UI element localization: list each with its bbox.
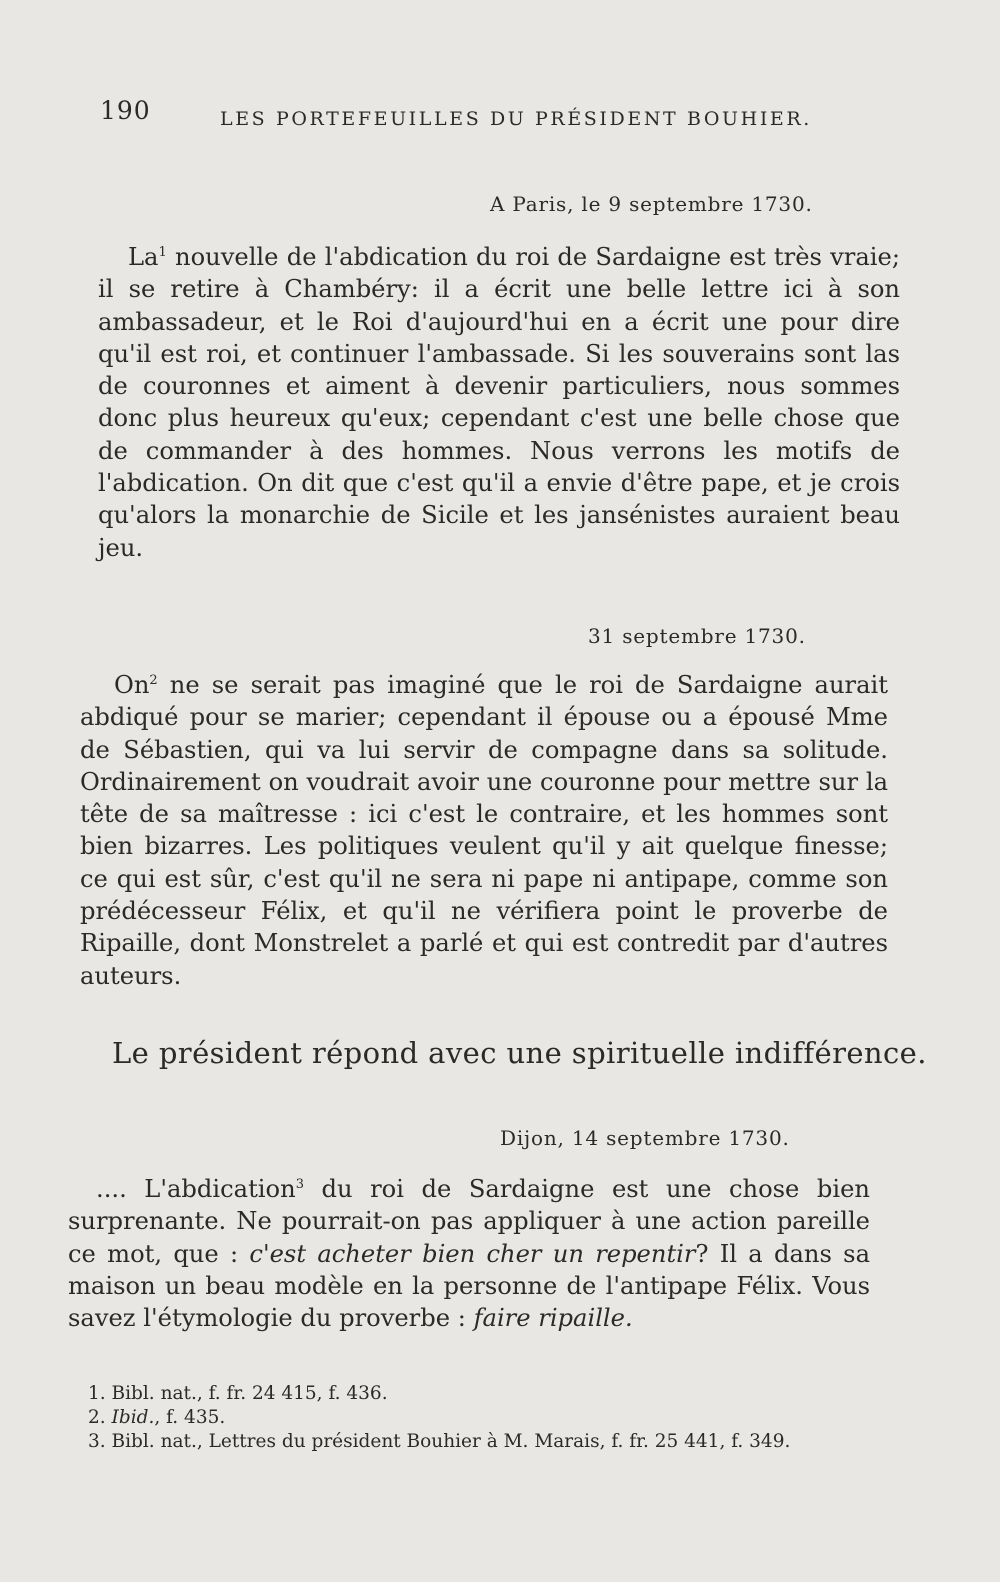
- footnote-ref-2: 2: [149, 673, 158, 688]
- letter2-text: ne se serait pas imaginé que le roi de Sardaigne aurait abdiqué pour se marier; cependant il épouse ou a épousé Mme de Sébastien, qui va lui servir de compagne dans sa solitude. Ordinairement on voudrait avoir une couronne pour mettre sur la tête de sa maîtresse : ici c'est le contraire, et les hommes sont bien bizarres. Les politiques veulent qu'il y ait quelque finesse; ce qui est sûr, c'est qu'il ne sera ni pape ni antipape, comme son prédécesseur Félix, et qu'il ne vérifiera point le proverbe de Ripaille, dont Monstrelet a parlé et qui est contredit par d'autres auteurs.: [80, 671, 888, 990]
- running-title: LES PORTEFEUILLES DU PRÉSIDENT BOUHIER.: [220, 108, 812, 130]
- letter1-opening: La: [128, 243, 159, 271]
- footnote-ref-1: 1: [158, 245, 167, 260]
- letter2-dateline: 31 septembre 1730.: [588, 624, 806, 648]
- footnote-2-number: 2.: [88, 1407, 112, 1428]
- letter1-body: [98, 241, 900, 564]
- footnote-3: 3. Bibl. nat., Lettres du président Bouhier à M. Marais, f. fr. 25 441, f. 349.: [88, 1431, 791, 1452]
- letter3-text-a: du roi de Sardaigne est une chose bien surprenante. Ne pourrait-on pas appliquer à une action pareille ce mot, que :: [68, 1175, 871, 1268]
- footnotes: [60, 1382, 880, 1454]
- footnote-2-ibid: Ibid.: [111, 1407, 155, 1428]
- page-number: 190: [100, 96, 151, 125]
- letter2-opening: On: [114, 671, 150, 699]
- letter3-opening: .... L'abdication: [96, 1175, 296, 1203]
- footnote-1: 1. Bibl. nat., f. fr. 24 415, f. 436.: [88, 1383, 388, 1404]
- letter1-text: nouvelle de l'abdication du roi de Sardaigne est très vraie; il se retire à Chambéry: il a écrit une belle lettre ici à son ambassadeur, et le Roi d'aujourd'hui en a écrit une pour dire qu'il est roi, et continuer l'ambassade. Si les souverains sont las de couronnes et aiment à devenir particuliers, nous sommes donc plus heureux qu'eux; cependant c'est une belle chose que de commander à des hommes. Nous verrons les motifs de l'abdication. On dit que c'est qu'il a envie d'être pape, et je crois qu'alors la monarchie de Sicile et les jansénistes auraient beau jeu.: [98, 243, 900, 562]
- letter1-dateline: A Paris, le 9 septembre 1730.: [490, 192, 813, 216]
- page-header: [100, 96, 880, 136]
- letter3-text-b: ? Il a dans sa maison un beau modèle en la personne de l'antipape Félix. Vous savez l'étymologie du proverbe :: [68, 1239, 870, 1333]
- letter2-body: [80, 669, 888, 992]
- letter3-proverb: faire ripaille.: [473, 1304, 633, 1333]
- footnote-2: [60, 1406, 880, 1430]
- section-heading: Le président répond avec une spirituelle indifférence.: [112, 1036, 927, 1070]
- letter3-body: [68, 1173, 870, 1334]
- footnote-ref-3: 3: [295, 1177, 304, 1192]
- letter3-quote: c'est acheter bien cher un repentir: [249, 1239, 696, 1268]
- footnote-2-folio: , f. 435.: [154, 1407, 226, 1428]
- letter3-dateline: Dijon, 14 septembre 1730.: [500, 1126, 790, 1150]
